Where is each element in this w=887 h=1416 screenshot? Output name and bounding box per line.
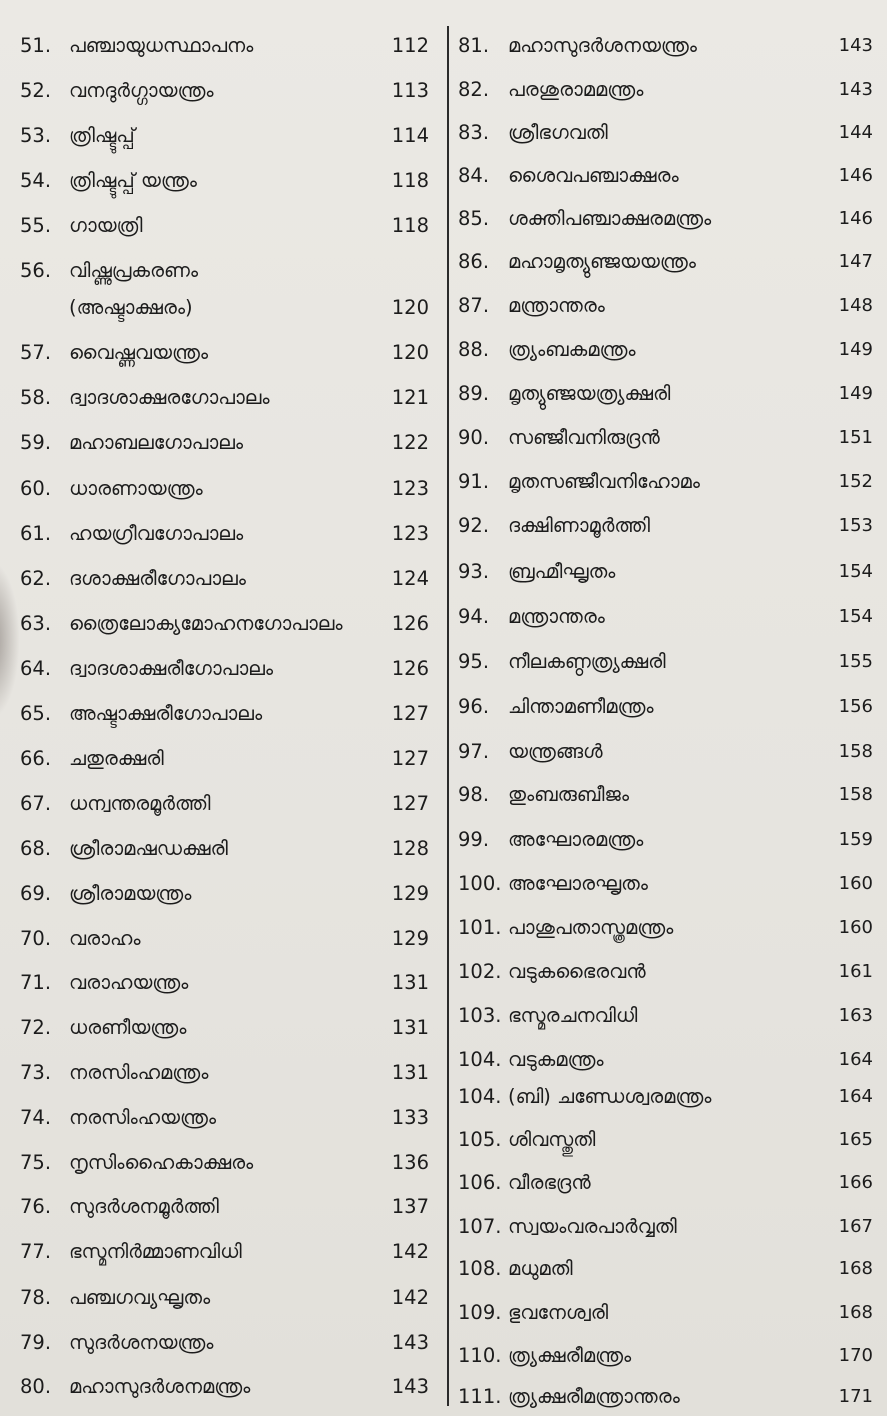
entry-title: അഘോരഘൃതം [508,872,648,895]
entry-title: വടുകഭൈരവൻ [508,960,646,983]
contents-entry [0,1326,445,1360]
entry-number: 97. [458,740,490,763]
entry-number: 60. [20,477,52,500]
entry-page-number: 149 [838,339,873,360]
entry-number: 104. [458,1048,502,1071]
entry-page-number: 144 [838,122,873,143]
contents-entry [452,73,887,107]
contents-entry [452,29,887,63]
entry-page-number: 143 [838,79,873,100]
entry-title: വരാഹം [69,927,141,950]
entry-page-number: 164 [838,1049,873,1070]
entry-number: 82. [458,78,490,101]
entry-number: 99. [458,828,490,851]
contents-entry [0,1370,445,1404]
entry-page-number: 160 [838,917,873,938]
contents-entry [452,509,887,543]
contents-entry [452,1296,887,1330]
entry-number: 89. [458,382,490,405]
entry-title: വീരഭദ്രൻ [508,1171,591,1194]
entry-title: ഭസ്മരചനവിധി [508,1004,638,1027]
entry-title: സഞ്ജീവനിരുദ്രൻ [508,426,660,449]
entry-title: സ്വയംവരപാർവ്വതി [508,1215,677,1238]
entry-title: യന്ത്രങ്ങൾ [508,740,603,763]
contents-entry [452,955,887,989]
entry-number: 81. [458,34,490,57]
entry-page-number: 143 [391,1375,429,1398]
entry-title: ത്ര്യക്ഷരീമന്ത്രം [508,1344,632,1367]
entry-title: ശക്തിപഞ്ചാക്ഷരമന്ത്രം [508,207,712,230]
entry-title: ഭസ്മനിർമ്മാണവിധി [69,1240,242,1263]
entry-number: 87. [458,294,490,317]
entry-number: 100. [458,872,502,895]
contents-entry [0,1235,445,1269]
entry-page-number: 151 [838,427,873,448]
contents-entry [452,202,887,236]
entry-page-number: 127 [391,747,429,770]
entry-page-number: 158 [838,741,873,762]
entry-title: മഹാസുദർശനമന്ത്രം [69,1375,251,1398]
entry-title: ശിവസ്തുതി [508,1128,596,1151]
entry-page-number: 163 [838,1005,873,1026]
entry-page-number: 126 [391,657,429,680]
entry-title: വൈഷ്ണവയന്ത്രം [69,341,209,364]
entry-number: 72. [20,1016,52,1039]
entry-number: 63. [20,612,52,635]
entry-title: ദ്വാദശാക്ഷരഗോപാലം [69,386,270,409]
contents-entry [452,735,887,769]
entry-page-number: 129 [391,882,429,905]
entry-page-number: 126 [391,612,429,635]
entry-title: ത്ര്യംബകമന്ത്രം [508,338,636,361]
entry-title: ത്ര്യക്ഷരീമന്ത്രാന്തരം [508,1385,680,1408]
entry-page-number: 143 [391,1331,429,1354]
contents-entry [0,562,445,596]
entry-page-number: 123 [391,477,429,500]
entry-page-number: 122 [391,431,429,454]
entry-title: മന്ത്രാന്തരം [508,605,605,628]
entry-number: 86. [458,250,490,273]
entry-number: 53. [20,124,52,147]
contents-entry [0,1056,445,1090]
entry-page-number: 167 [838,1216,873,1237]
contents-entry [452,1080,887,1114]
entry-page-number: 155 [838,651,873,672]
entry-page-number: 123 [391,522,429,545]
entry-number: 78. [20,1286,52,1309]
contents-entry [0,877,445,911]
entry-title: മൃത്യുഞ്ജയത്ര്യക്ഷരി [508,382,671,405]
entry-number: 88. [458,338,490,361]
entry-number: 93. [458,560,490,583]
contents-entry [0,29,445,63]
entry-title: മഹാബലഗോപാലം [69,431,244,454]
entry-title: മഹാസുദർശനയന്ത്രം [508,34,697,57]
entry-number: 58. [20,386,52,409]
entry-title: (അഷ്ടാക്ഷരം) [69,296,193,319]
entry-page-number: 127 [391,792,429,815]
entry-title: ഗായത്രി [69,214,143,237]
entry-page-number: 146 [838,208,873,229]
entry-title: ശ്രീരാമയന്ത്രം [69,882,192,905]
entry-number: 109. [458,1301,502,1324]
contents-entry [0,74,445,108]
contents-entry [452,289,887,323]
entry-title: വരാഹയന്ത്രം [69,971,189,994]
entry-title: പഞ്ചായുധസ്ഥാപനം [69,34,254,57]
entry-number: 95. [458,650,490,673]
entry-page-number: 166 [838,1172,873,1193]
contents-entry [0,254,445,288]
entry-number: 75. [20,1151,52,1174]
entry-title: ധരണീയന്ത്രം [69,1016,187,1039]
entry-title: സുദർശനയന്ത്രം [69,1331,214,1354]
entry-page-number: 136 [391,1151,429,1174]
entry-page-number: 171 [838,1386,873,1407]
entry-title: നരസിംഹയന്ത്രം [69,1106,217,1129]
entry-number: 98. [458,783,490,806]
entry-number: 67. [20,792,52,815]
entry-number: 91. [458,470,490,493]
contents-entry [0,922,445,956]
contents-entry [0,381,445,415]
contents-entry [0,1281,445,1315]
entry-page-number: 114 [391,124,429,147]
entry-number: 55. [20,214,52,237]
entry-page-number: 161 [838,961,873,982]
entry-number: 107. [458,1215,502,1238]
entry-number: 71. [20,971,52,994]
contents-entry [0,742,445,776]
entry-number: 101. [458,916,502,939]
entry-title: വനദുർഗ്ഗായന്ത്രം [69,79,214,102]
contents-entry [0,164,445,198]
entry-page-number: 129 [391,927,429,950]
entry-page-number: 168 [838,1302,873,1323]
entry-title: ശ്രീരാമഷഡക്ഷരി [69,837,228,860]
entry-title: നീലകണ്ഠത്ര്യക്ഷരി [508,650,666,673]
entry-title: നൃസിംഹൈകാക്ഷരം [69,1151,254,1174]
entry-page-number: 142 [391,1240,429,1263]
entry-title: മന്ത്രാന്തരം [508,294,605,317]
contents-entry [452,778,887,812]
entry-page-number: 148 [838,295,873,316]
entry-title: വിഷ്ണുപ്രകരണം [69,259,199,282]
contents-entry [0,697,445,731]
entry-title: ദശാക്ഷരീഗോപാലം [69,567,246,590]
entry-page-number: 131 [391,1061,429,1084]
entry-page-number: 153 [838,515,873,536]
contents-entry [0,119,445,153]
entry-page-number: 149 [838,383,873,404]
contents-entry [0,1101,445,1135]
entry-title: നരസിംഹമന്ത്രം [69,1061,209,1084]
entry-page-number: 156 [838,696,873,717]
entry-title: പരശുരാമമന്ത്രം [508,78,644,101]
entry-number: 96. [458,695,490,718]
entry-page-number: 158 [838,784,873,805]
entry-number: 105. [458,1128,502,1151]
entry-number: 83. [458,121,490,144]
entry-number: 57. [20,341,52,364]
entry-title: മധുമതി [508,1257,573,1280]
entry-number: 85. [458,207,490,230]
contents-entry [452,600,887,634]
entry-page-number: 170 [838,1345,873,1366]
entry-number: 59. [20,431,52,454]
contents-entry [452,867,887,901]
contents-entry [452,1210,887,1244]
contents-entry [0,966,445,1000]
contents-entry [0,607,445,641]
contents-entry [452,823,887,857]
entry-title: ദക്ഷിണാമൂർത്തി [508,514,650,537]
entry-number: 103. [458,1004,502,1027]
contents-entry [0,209,445,243]
entry-number: 70. [20,927,52,950]
entry-title: അഘോരമന്ത്രം [508,828,644,851]
contents-entry [452,911,887,945]
entry-page-number: 131 [391,1016,429,1039]
entry-number: 79. [20,1331,52,1354]
entry-title: ധാരണായന്ത്രം [69,477,203,500]
entry-title: ചതുരക്ഷരി [69,747,164,770]
entry-number: 56. [20,259,52,282]
entry-number: 102. [458,960,502,983]
contents-entry [452,377,887,411]
contents-entry [0,291,445,325]
entry-number: 52. [20,79,52,102]
entry-number: 74. [20,1106,52,1129]
entry-number: 92. [458,514,490,537]
entry-title: ബ്രഹ്മീഘൃതം [508,560,616,583]
entry-number: 51. [20,34,52,57]
entry-page-number: 133 [391,1106,429,1129]
entry-page-number: 137 [391,1195,429,1218]
entry-page-number: 118 [391,214,429,237]
entry-number: 106. [458,1171,502,1194]
entry-title: ധന്വന്തരമൂർത്തി [69,792,211,815]
entry-page-number: 147 [838,251,873,272]
entry-number: 73. [20,1061,52,1084]
contents-entry [452,116,887,150]
entry-title: മൃതസഞ്ജീവനിഹോമം [508,470,700,493]
contents-entry [452,1043,887,1077]
entry-number: 104. [458,1085,502,1108]
entry-number: 90. [458,426,490,449]
contents-entry [452,999,887,1033]
entry-page-number: 154 [838,561,873,582]
entry-page-number: 168 [838,1258,873,1279]
entry-page-number: 154 [838,606,873,627]
contents-entry [0,1146,445,1180]
entry-page-number: 124 [391,567,429,590]
entry-number: 77. [20,1240,52,1263]
entry-page-number: 146 [838,165,873,186]
entry-page-number: 112 [391,34,429,57]
column-divider [447,26,449,1406]
contents-entry [0,472,445,506]
entry-number: 54. [20,169,52,192]
entry-title: ചിന്താമണീമന്ത്രം [508,695,654,718]
entry-title: തുംബരുബീജം [508,783,629,806]
entry-page-number: 152 [838,471,873,492]
entry-page-number: 121 [391,386,429,409]
entry-page-number: 120 [391,296,429,319]
entry-page-number: 159 [838,829,873,850]
contents-entry [452,465,887,499]
entry-page-number: 118 [391,169,429,192]
contents-entry [452,159,887,193]
entry-title: ത്രിഷ്ടുപ്പ് [69,124,135,147]
contents-entry [452,1123,887,1157]
entry-title: ഹയഗ്രീവഗോപാലം [69,522,244,545]
entry-title: വടുകമന്ത്രം [508,1048,604,1071]
contents-entry [452,690,887,724]
entry-page-number: 160 [838,873,873,894]
contents-entry [452,245,887,279]
entry-page-number: 128 [391,837,429,860]
entry-number: 76. [20,1195,52,1218]
entry-number: 66. [20,747,52,770]
entry-title: ത്രിഷ്ടുപ്പ് യന്ത്രം [69,169,197,192]
contents-entry [0,652,445,686]
contents-entry [452,1166,887,1200]
entry-number: 80. [20,1375,52,1398]
entry-title: ത്രൈലോക്യമോഹനഗോപാലം [69,612,343,635]
entry-page-number: 143 [838,35,873,56]
entry-number: 62. [20,567,52,590]
entry-number: 84. [458,164,490,187]
entry-page-number: 120 [391,341,429,364]
entry-page-number: 113 [391,79,429,102]
entry-title: സുദർശനമൂർത്തി [69,1195,219,1218]
entry-title: പഞ്ചഗവ്യഘൃതം [69,1286,211,1309]
entry-number: 94. [458,605,490,628]
entry-title: പാശുപതാസ്ത്രമന്ത്രം [508,916,674,939]
entry-page-number: 127 [391,702,429,725]
entry-number: 110. [458,1344,502,1367]
entry-page-number: 131 [391,971,429,994]
contents-entry [452,1252,887,1286]
contents-entry [452,1339,887,1373]
entry-number: 111. [458,1385,502,1408]
entry-number: 61. [20,522,52,545]
contents-entry [452,645,887,679]
contents-entry [452,555,887,589]
contents-entry [0,336,445,370]
entry-title: ശ്രീഭഗവതി [508,121,608,144]
entry-number: 69. [20,882,52,905]
entry-title: ദ്വാദശാക്ഷരീഗോപാലം [69,657,274,680]
contents-entry [0,426,445,460]
contents-entry [0,1011,445,1045]
entry-title: ശൈവപഞ്ചാക്ഷരം [508,164,679,187]
entry-number: 68. [20,837,52,860]
contents-entry [0,517,445,551]
contents-entry [0,787,445,821]
contents-entry [452,333,887,367]
entry-title: (ബി) ചണ്ഡേശ്വരമന്ത്രം [508,1085,712,1108]
entry-page-number: 164 [838,1086,873,1107]
entry-page-number: 165 [838,1129,873,1150]
entry-title: അഷ്ടാക്ഷരീഗോപാലം [69,702,263,725]
contents-entry [452,421,887,455]
entry-title: ഭുവനേശ്വരി [508,1301,609,1324]
contents-entry [0,1190,445,1224]
entry-number: 65. [20,702,52,725]
contents-entry [0,832,445,866]
entry-page-number: 142 [391,1286,429,1309]
entry-number: 108. [458,1257,502,1280]
entry-title: മഹാമൃത്യുഞ്ജയയന്ത്രം [508,250,696,273]
contents-entry [452,1380,887,1414]
entry-number: 64. [20,657,52,680]
